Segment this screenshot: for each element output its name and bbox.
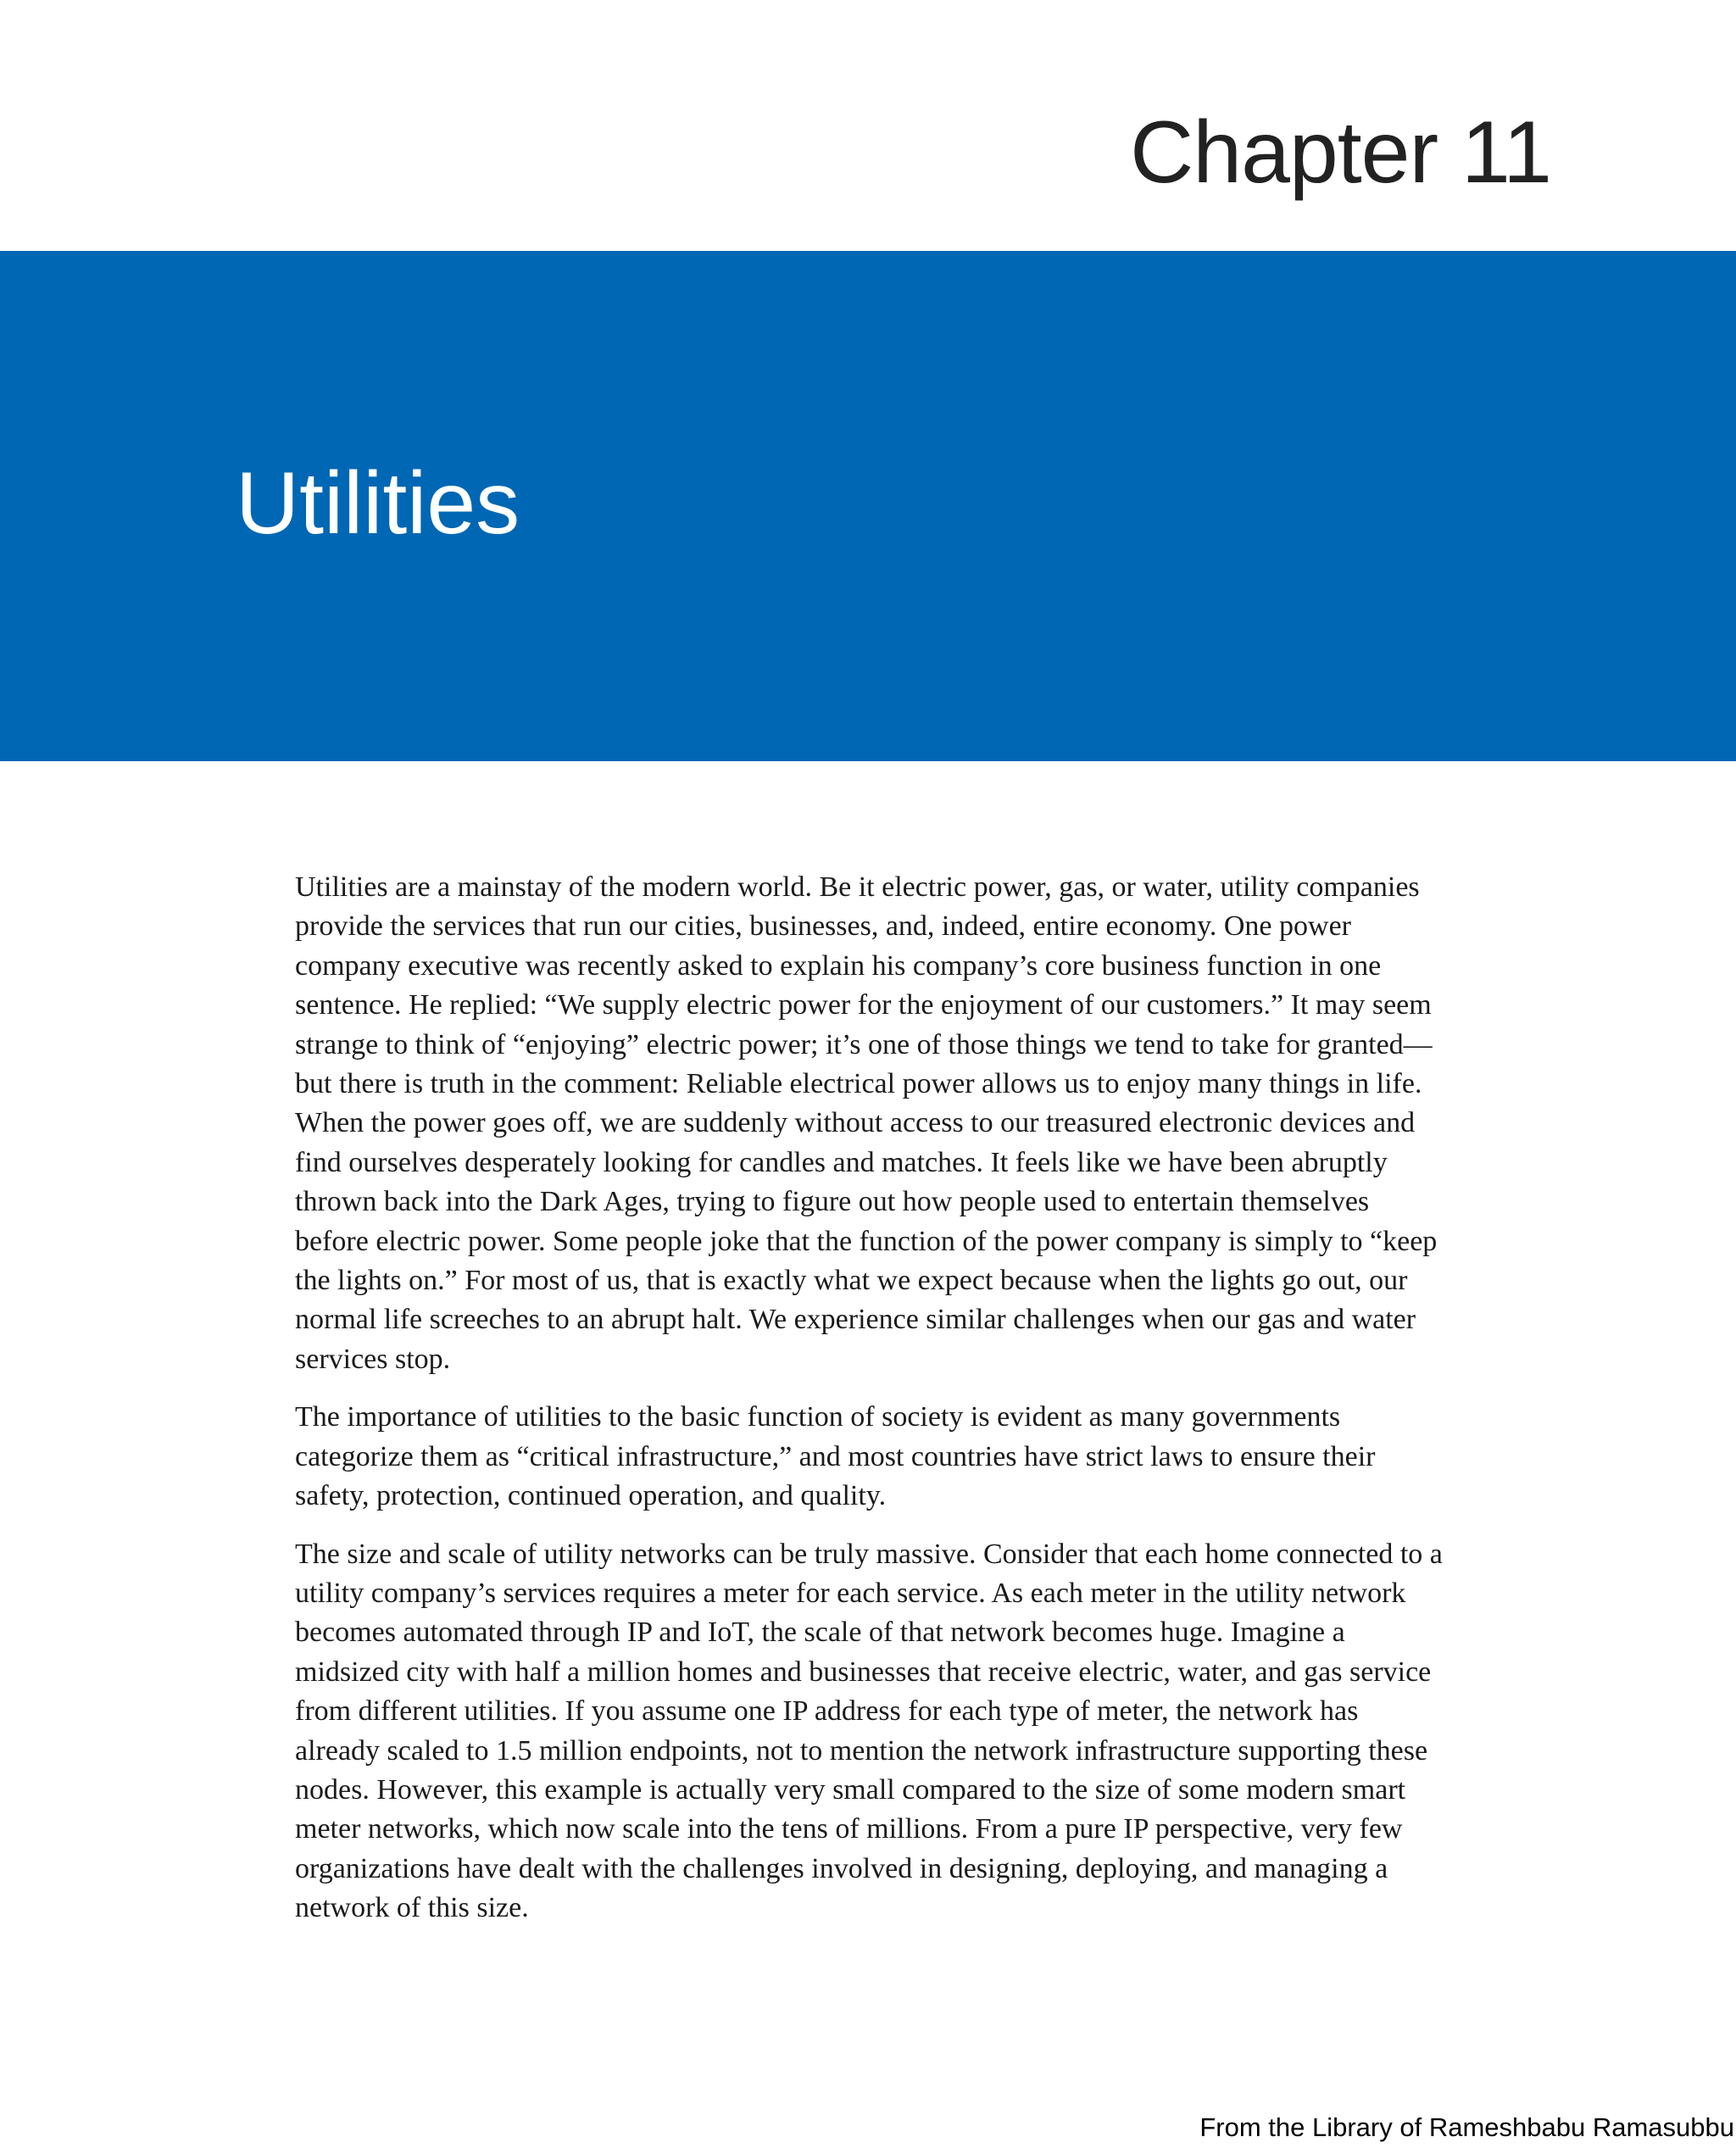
body-paragraph-2: The importance of utilities to the basic function of society is evident as many governments categorize them as “critical infrastructure,” and most countries have strict laws to ensure their safety, protection, continued operation, and quality. (295, 1401, 1376, 1512)
body-paragraph-3: The size and scale of utility networks can be truly massive. Consider that each home connected to a utility company’s services requires a meter for each service. As each meter in the utility network becomes automated through IP and IoT, the scale of that network becomes huge. Imagine a midsized city with half a million homes and businesses that receive electric, water, and gas service from different utilities. If you assume one IP address for each type of meter, the network has already scaled to 1.5 million endpoints, not to mention the network infrastructure supporting these nodes. However, this example is actually very small compared to the size of some modern smart meter networks, which now scale into the tens of millions. From a pure IP perspective, very few organizations have dealt with the challenges involved in designing, deploying, and managing a network of this size. (295, 1538, 1443, 1924)
library-footer-note: From the Library of Rameshbabu Ramasubbu (1199, 2112, 1734, 2142)
chapter-body (295, 868, 1448, 1947)
chapter-title: Utilities (236, 454, 520, 553)
chapter-number: Chapter 11 (1130, 103, 1551, 202)
body-paragraph-1: Utilities are a mainstay of the modern world. Be it electric power, gas, or water, utility companies provide the services that run our cities, businesses, and, indeed, entire economy. One power company executive was recently asked to explain his company’s core business function in one sentence. He replied: “We supply electric power for the enjoyment of our customers.” It may seem strange to think of “enjoying” electric power; it’s one of those things we tend to take for granted—but there is truth in the comment: Reliable electrical power allows us to enjoy many things in life. When the power goes off, we are suddenly without access to our treasured electronic devices and find ourselves desperately looking for candles and matches. It feels like we have been abruptly thrown back into the Dark Ages, trying to figure out how people used to entertain themselves before electric power. Some people joke that the function of the power company is simply to “keep the lights on.” For most of us, that is exactly what we expect because when the lights go out, our normal life screeches to an abrupt halt. We experience similar challenges when our gas and water services stop. (295, 871, 1438, 1375)
